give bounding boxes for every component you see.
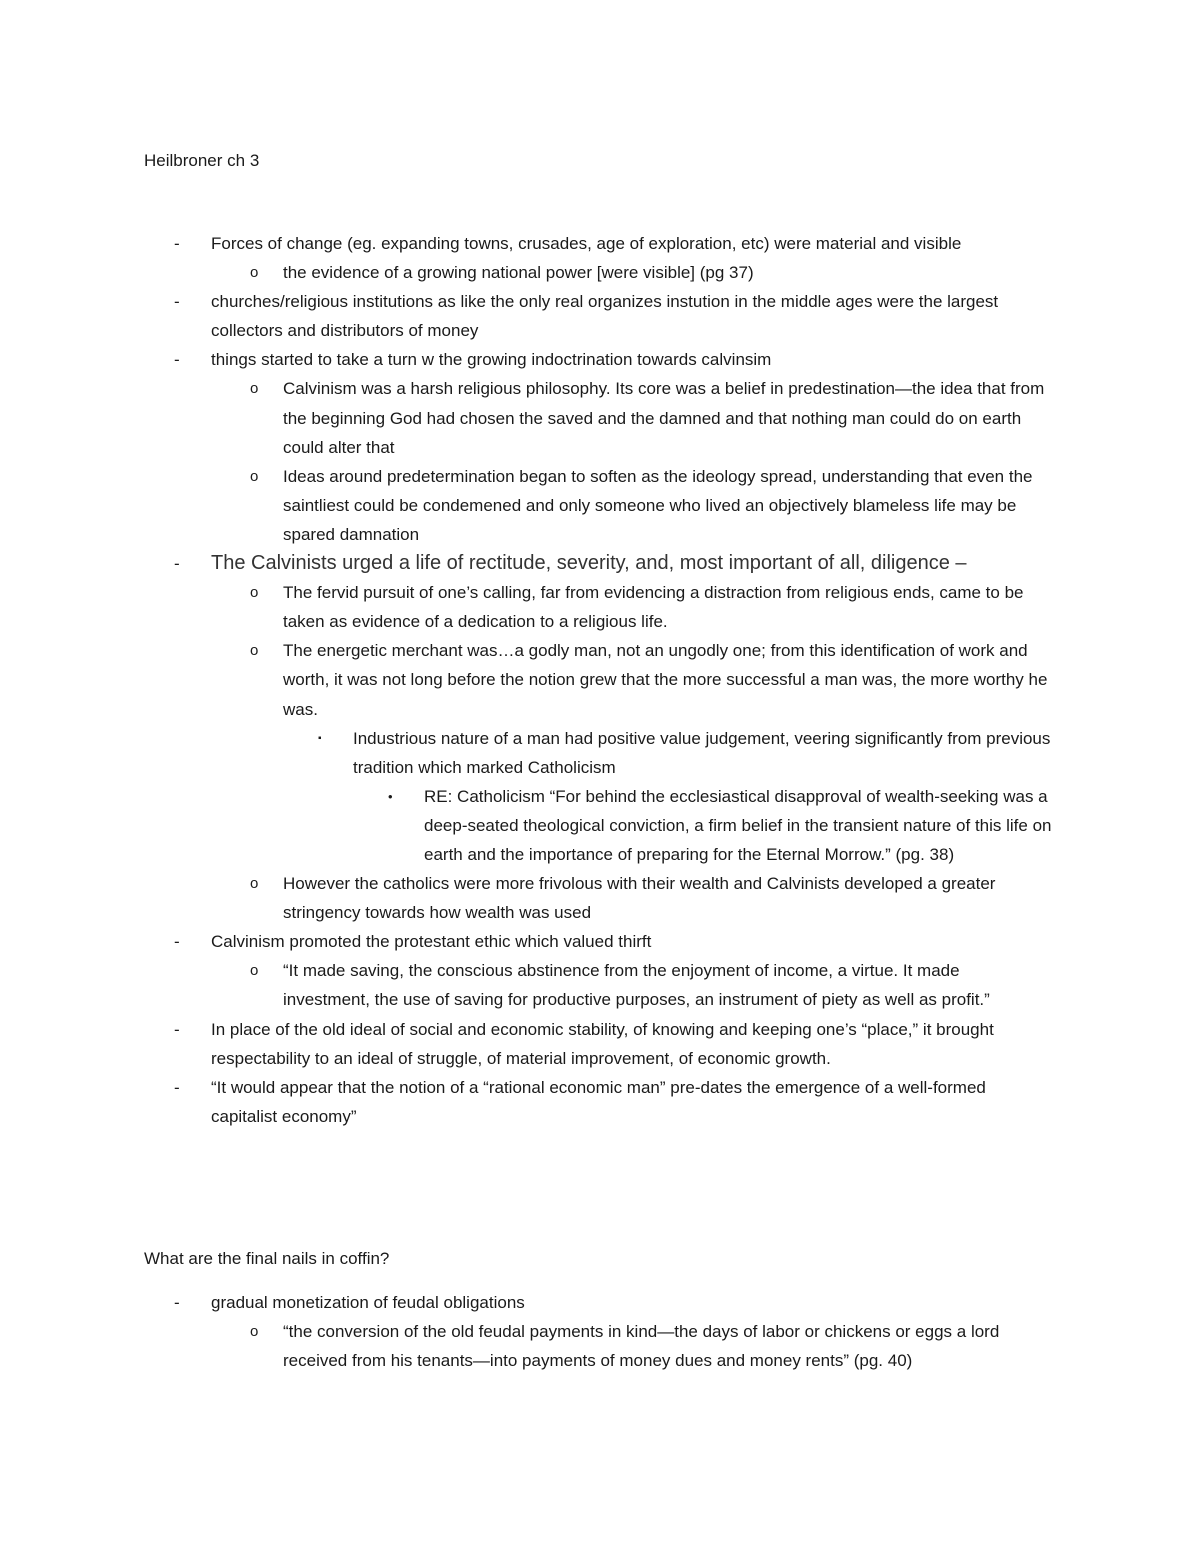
notes-list-2 [0, 1288, 1200, 1375]
list-item [0, 258, 1048, 287]
circle-marker: o [250, 642, 259, 660]
list-item-text: the evidence of a growing national power [were visible] (pg 37) [283, 263, 754, 283]
list-item-text: things started to take a turn w the growing indoctrination towards calvinsim [211, 350, 772, 370]
list-item-text: The fervid pursuit of one’s calling, far from evidencing a distraction from religious ends, came to be taken as evidence of a dedication to a religious life. [283, 583, 1024, 632]
circle-marker: o [250, 1323, 259, 1341]
list-item [0, 869, 1048, 927]
circle-marker: o [250, 962, 259, 980]
dash-marker: - [174, 234, 180, 253]
list-item-text: “It would appear that the notion of a “rational economic man” pre-dates the emergence of a well-formed capitalist economy” [211, 1077, 986, 1126]
square-marker: ▪ [318, 732, 322, 744]
list-item-text: churches/religious institutions as like the only real organizes instution in the middle ages were the largest collectors and distributors of money [211, 292, 999, 341]
list-item [0, 345, 1046, 374]
list-item-text: Industrious nature of a man had positive value judgement, veering significantly from previous tradition which marked Catholicism [353, 728, 1051, 777]
list-item [0, 724, 1053, 782]
list-item-text: “It made saving, the conscious abstinence from the enjoyment of income, a virtue. It made investment, the use of saving for productive purposes, an instrument of piety as well as profit.” [283, 961, 990, 1010]
list-item [0, 782, 1060, 869]
list-item-text: “the conversion of the old feudal payments in kind—the days of labor or chickens or eggs a lord received from his tenants—into payments of money dues and money rents” (pg. 40) [283, 1322, 1000, 1371]
list-item [0, 549, 1046, 578]
list-item [0, 1015, 1046, 1073]
dash-marker: - [174, 350, 180, 370]
list-item [0, 1317, 1048, 1375]
circle-marker: o [250, 380, 259, 398]
list-item-text: The energetic merchant was…a godly man, not an ungodly one; from this identification of work and worth, it was not long before the notion grew that the more successful a man was, the more worthy he was. [283, 641, 1048, 719]
circle-marker: o [250, 264, 259, 282]
list-item-text: Ideas around predetermination began to soften as the ideology spread, understanding that even the saintliest could be condemened and only someone who lived an objectively blameless life may be spared damnation [283, 466, 1033, 544]
page-title: Heilbroner ch 3 [144, 151, 260, 170]
list-item [0, 229, 1046, 258]
list-item-text: Calvinism was a harsh religious philosophy. Its core was a belief in predestination—the idea that from the beginning God had chosen the saved and the damned and that nothing man could do on earth could alter that [283, 379, 1045, 457]
section-heading: What are the final nails in coffin? [144, 1249, 390, 1268]
dash-marker: - [174, 1077, 180, 1097]
list-item-text: gradual monetization of feudal obligations [211, 1293, 525, 1312]
dash-marker: - [174, 1019, 180, 1039]
dash-marker: - [174, 932, 180, 952]
list-item [0, 927, 1046, 956]
list-item [0, 1073, 1046, 1131]
list-item [0, 287, 1046, 345]
circle-marker: o [250, 875, 259, 893]
bullet-marker: • [388, 788, 393, 804]
list-item [0, 578, 1048, 636]
list-item [0, 956, 1048, 1014]
circle-marker: o [250, 584, 259, 602]
dash-marker: - [174, 1293, 180, 1312]
list-item-text: The Calvinists urged a life of rectitude, severity, and, most important of all, diligence – [211, 552, 967, 575]
list-item [0, 1288, 1046, 1317]
list-item-text: Forces of change (eg. expanding towns, crusades, age of exploration, etc) were material and visible [211, 234, 962, 253]
list-item-text: However the catholics were more frivolous with their wealth and Calvinists developed a greater stringency towards how wealth was used [283, 874, 996, 923]
list-item-text: Calvinism promoted the protestant ethic which valued thirft [211, 932, 652, 952]
list-item [0, 462, 1048, 549]
list-item [0, 636, 1048, 723]
list-item-text: RE: Catholicism “For behind the ecclesiastical disapproval of wealth-seeking was a deep-seated theological conviction, a firm belief in the transient nature of this life on earth and the importance of preparing for the Eternal Morrow.” (pg. 38) [424, 786, 1052, 864]
dash-marker: - [174, 554, 180, 574]
notes-list [0, 229, 1200, 1131]
list-item-text: In place of the old ideal of social and economic stability, of knowing and keeping one’s “place,” it brought respectability to an ideal of struggle, of material improvement, of economic growth. [211, 1019, 994, 1068]
circle-marker: o [250, 467, 259, 485]
list-item [0, 374, 1048, 461]
dash-marker: - [174, 292, 180, 312]
